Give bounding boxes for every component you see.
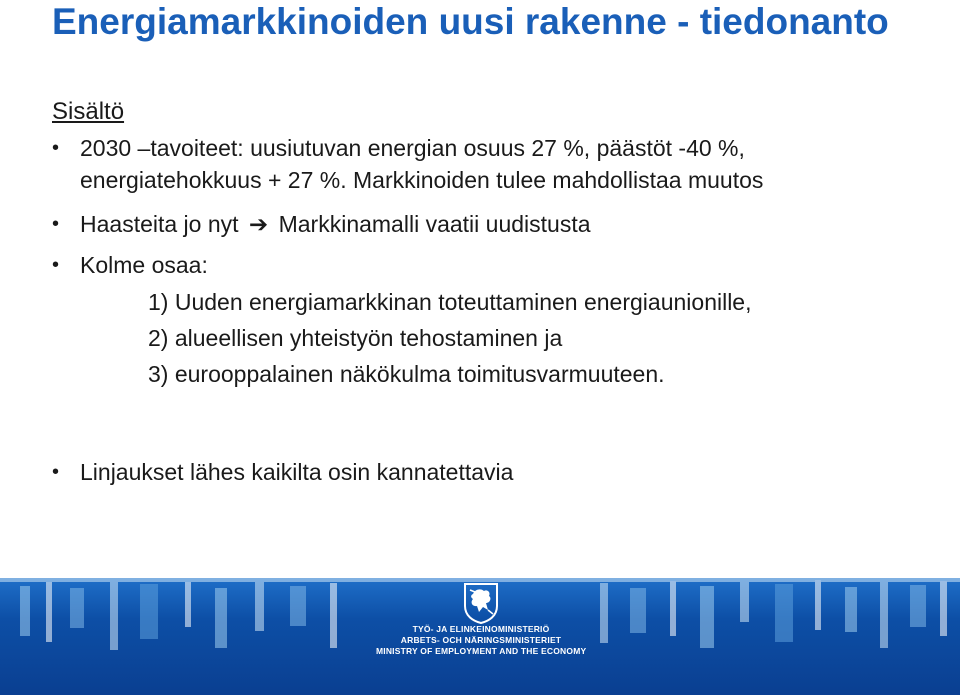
bullet-item-conclusion [52,456,932,488]
ministry-name-en: MINISTRY OF EMPLOYMENT AND THE ECONOMY [376,646,587,656]
bullet-marker: • [52,254,60,276]
sub-list-item: 3) eurooppalainen näkökulma toimitusvarmuuteen. [148,361,665,387]
bullet-item-targets [52,132,932,196]
ministry-logo-block [376,580,586,657]
slide-title: Energiamarkkinoiden uusi rakenne - tiedonanto [52,1,889,42]
bullet-item-three-parts [52,249,932,392]
bullet-text-after-arrow: Markkinamalli vaatii uudistusta [278,211,591,237]
bullet-text: Kolme osaa: [80,252,208,278]
sub-list [80,284,932,392]
finnish-lion-icon [461,580,501,624]
sub-list-item: 1) Uuden energiamarkkinan toteuttaminen energiaunionille, [148,289,752,315]
bullet-text-before-arrow: Haasteita jo nyt [80,211,239,237]
bullet-list [52,132,932,488]
right-arrow-icon: ➔ [248,212,269,238]
bullet-marker: • [52,137,60,159]
sub-list-item: 2) alueellisen yhteistyön tehostaminen ja [148,325,563,351]
section-heading: Sisältö [52,98,125,125]
ministry-name-sv: ARBETS- OCH NÄRINGSMINISTERIET [400,635,562,645]
bullet-marker: • [52,461,60,483]
bullet-item-challenges [52,208,932,241]
ministry-name-fi: TYÖ- JA ELINKEINOMINISTERIÖ [412,624,550,634]
bullet-marker: • [52,213,60,235]
bullet-text: 2030 –tavoiteet: uusiutuvan energian osuus 27 %, päästöt -40 %, energiatehokkuus + 27 %. Markkinoiden tulee mahdollistaa muutos [80,135,764,193]
bullet-text: Linjaukset lähes kaikilta osin kannatettavia [80,459,514,485]
